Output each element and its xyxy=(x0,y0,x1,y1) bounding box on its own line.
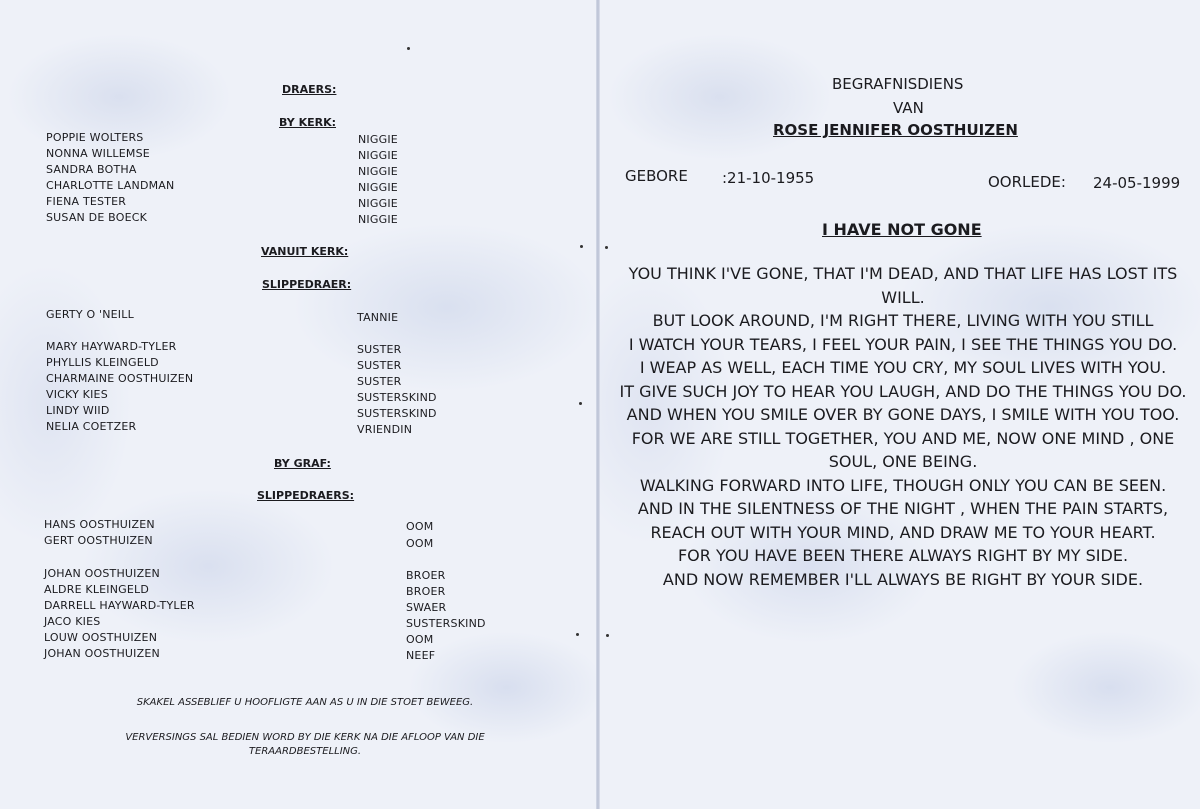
refreshments-note: VERVERSINGS SAL BEDIEN WORD BY DIE KERK NA DIE AFLOOP VAN DIE TERAARDBESTELLING. xyxy=(125,732,485,757)
bearer-name: CHARMAINE OOSTHUIZEN xyxy=(46,372,194,385)
bearer-relation: SUSTERSKIND xyxy=(406,617,486,630)
bearer-relation: NIGGIE xyxy=(358,213,398,226)
born-date: :21-10-1955 xyxy=(722,169,815,187)
poem-line: FOR YOU HAVE BEEN THERE ALWAYS RIGHT BY MY SIDE. xyxy=(677,546,1129,565)
deceased-name: ROSE JENNIFER OOSTHUIZEN xyxy=(773,121,1018,139)
heading-vanuit-kerk: VANUIT KERK: xyxy=(261,245,349,258)
poem-title: I HAVE NOT GONE xyxy=(822,220,982,239)
bearer-name: NONNA WILLEMSE xyxy=(46,147,150,160)
poem-body xyxy=(616,262,1190,591)
poem-line: IT GIVE SUCH JOY TO HEAR YOU LAUGH, AND DO THE THINGS YOU DO. xyxy=(619,381,1187,401)
bearer-relation: TANNIE xyxy=(357,311,399,324)
bearer-name: SANDRA BOTHA xyxy=(46,163,137,176)
bearer-relation: BROER xyxy=(406,569,446,582)
bearer-relation: NIGGIE xyxy=(358,197,398,210)
poem-line: AND WHEN YOU SMILE OVER BY GONE DAYS, I SMILE WITH YOU TOO. xyxy=(626,405,1180,424)
service-title-van: VAN xyxy=(893,99,924,117)
bearer-relation: SUSTERSKIND xyxy=(357,391,437,404)
bearer-relation: OOM xyxy=(406,520,434,533)
heading-by-kerk: BY KERK: xyxy=(279,116,337,129)
bearer-relation: NEEF xyxy=(406,649,436,662)
bearer-name: JOHAN OOSTHUIZEN xyxy=(44,647,160,660)
bearer-name: VICKY KIES xyxy=(46,388,108,401)
bearer-relation: OOM xyxy=(406,537,434,550)
bearer-relation: SUSTER xyxy=(357,359,402,372)
bearer-relation: NIGGIE xyxy=(358,149,398,162)
died-date: 24-05-1999 xyxy=(1093,174,1181,192)
speck xyxy=(606,634,609,637)
bearer-name: DARRELL HAYWARD-TYLER xyxy=(44,599,195,612)
bearer-name: GERTY O 'NEILL xyxy=(46,308,134,321)
bearer-name: POPPIE WOLTERS xyxy=(46,131,144,144)
bearer-relation: SUSTERSKIND xyxy=(357,407,437,420)
poem-line: AND NOW REMEMBER I'LL ALWAYS BE RIGHT BY YOUR SIDE. xyxy=(662,569,1144,589)
bearer-name: GERT OOSTHUIZEN xyxy=(44,534,153,547)
headlights-note: SKAKEL ASSEBLIEF U HOOFLIGTE AAN AS U IN DIE STOET BEWEEG. xyxy=(136,697,474,708)
heading-by-graf: BY GRAF: xyxy=(274,457,331,470)
bearer-relation: NIGGIE xyxy=(358,165,398,178)
bearer-name: SUSAN DE BOECK xyxy=(46,211,148,224)
speck xyxy=(605,246,608,249)
bearer-name: NELIA COETZER xyxy=(46,420,137,433)
heading-slippedraer: SLIPPEDRAER: xyxy=(262,278,352,291)
bearer-name: HANS OOSTHUIZEN xyxy=(44,518,155,531)
poem-line: WALKING FORWARD INTO LIFE, THOUGH ONLY YOU CAN BE SEEN. xyxy=(639,475,1167,495)
bearer-name: LINDY WIID xyxy=(46,404,110,417)
bearer-name: LOUW OOSTHUIZEN xyxy=(44,631,158,644)
bearer-relation: BROER xyxy=(406,585,446,598)
bearer-name: CHARLOTTE LANDMAN xyxy=(46,179,175,192)
speck xyxy=(579,402,582,405)
speck xyxy=(407,47,410,50)
speck xyxy=(576,633,579,636)
bearer-relation: SUSTER xyxy=(357,343,402,356)
died-label: OORLEDE: xyxy=(988,173,1066,191)
bearer-relation: SWAER xyxy=(406,601,447,614)
bearer-relation: NIGGIE xyxy=(358,181,398,194)
poem-line: YOU THINK I'VE GONE, THAT I'M DEAD, AND THAT LIFE HAS LOST ITS WILL. xyxy=(628,264,1178,307)
bearer-name: FIENA TESTER xyxy=(46,195,127,208)
poem-line: I WATCH YOUR TEARS, I FEEL YOUR PAIN, I SEE THE THINGS YOU DO. xyxy=(628,334,1178,354)
bearer-relation: NIGGIE xyxy=(358,133,398,146)
poem-line: AND IN THE SILENTNESS OF THE NIGHT , WHEN THE PAIN STARTS, REACH OUT WITH YOUR MIND, AND DRAW ME TO YOUR HEART. xyxy=(637,499,1169,542)
bearer-relation: SUSTER xyxy=(357,375,402,388)
speck xyxy=(580,245,583,248)
bearer-name: ALDRE KLEINGELD xyxy=(44,583,150,596)
bearer-name: PHYLLIS KLEINGELD xyxy=(46,356,159,369)
bearer-name: JACO KIES xyxy=(44,615,101,628)
poem-line: I WEAP AS WELL, EACH TIME YOU CRY, MY SOUL LIVES WITH YOU. xyxy=(639,358,1167,377)
bearer-name: JOHAN OOSTHUIZEN xyxy=(44,567,160,580)
heading-slippedraers: SLIPPEDRAERS: xyxy=(257,489,355,502)
heading-draers: DRAERS: xyxy=(282,83,337,96)
bearer-relation: OOM xyxy=(406,633,434,646)
poem-line: BUT LOOK AROUND, I'M RIGHT THERE, LIVING WITH YOU STILL xyxy=(652,311,1154,330)
born-label: GEBORE xyxy=(625,167,688,185)
poem-line: FOR WE ARE STILL TOGETHER, YOU AND ME, NOW ONE MIND , ONE SOUL, ONE BEING. xyxy=(631,428,1175,471)
bearer-relation: VRIENDIN xyxy=(357,423,413,436)
service-title: BEGRAFNISDIENS xyxy=(832,75,964,93)
bearer-name: MARY HAYWARD-TYLER xyxy=(46,340,177,353)
